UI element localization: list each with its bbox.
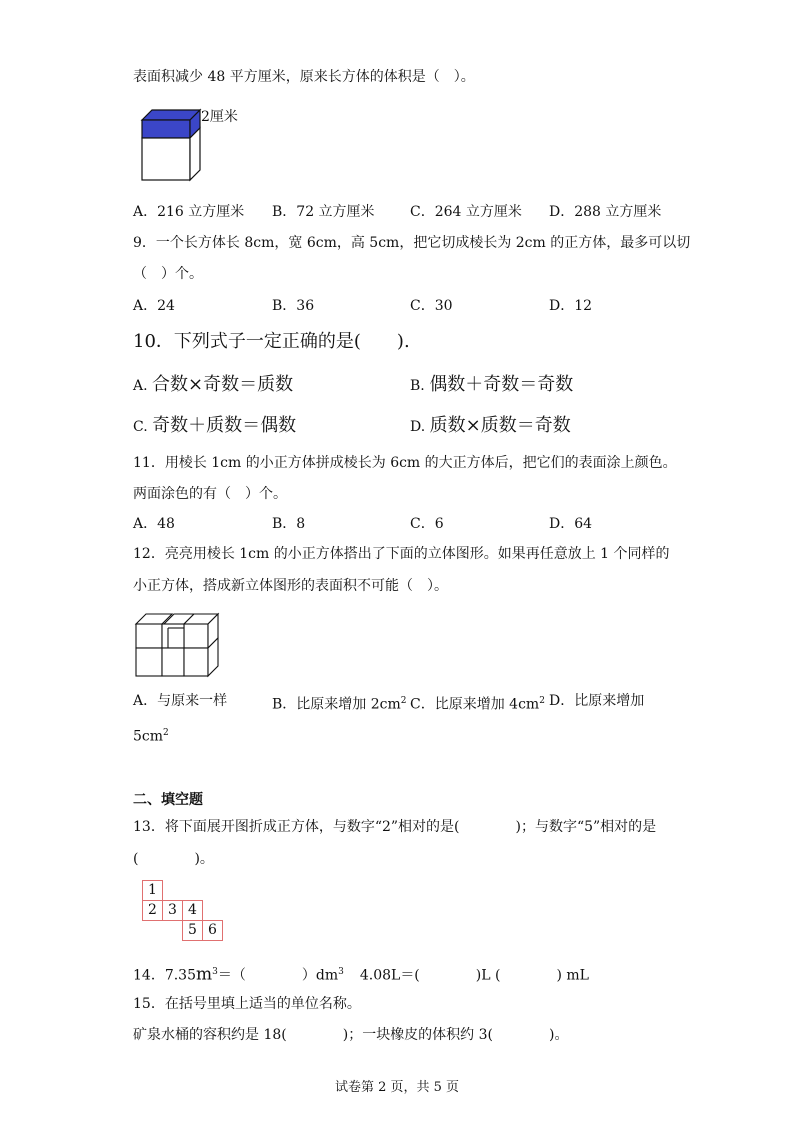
q12-option-b-text: B．比原来增加 2cm <box>272 696 401 713</box>
q8-option-d[interactable]: D．288 立方厘米 <box>549 204 662 220</box>
q14-sup-2: 3 <box>338 967 344 977</box>
q12-stem-line1: 12．亮亮用棱长 1cm 的小正方体搭出了下面的立体图形。如果再任意放上 1 个同样的 <box>133 546 670 562</box>
q11-option-d[interactable]: D．64 <box>549 516 593 532</box>
q10-option-c-text: 奇数＋质数＝偶数 <box>152 415 297 436</box>
net-cell: 4 <box>182 900 203 921</box>
q10-option-d-text: 质数×质数＝奇数 <box>429 415 571 436</box>
q10-stem: 10．下列式子一定正确的是( ). <box>133 331 410 352</box>
section-heading-fill-blank: 二、填空题 <box>133 792 203 808</box>
q10-option-b-letter: B. <box>410 378 425 394</box>
net-cell: 6 <box>202 920 223 941</box>
q10-option-c-letter: C. <box>133 419 148 435</box>
q14-sup-1: 3 <box>212 967 218 977</box>
q11-option-a[interactable]: A．48 <box>133 516 175 532</box>
q10-option-b[interactable] <box>410 374 573 396</box>
q12-option-d-sup: 2 <box>163 728 169 738</box>
q10-option-b-text: 偶数＋奇数＝奇数 <box>429 374 574 395</box>
q8-stem-line: 表面积减少 48 平方厘米，原来长方体的体积是（ ）。 <box>133 69 475 85</box>
q12-option-d-cont-text: 5cm <box>133 728 164 745</box>
q10-option-a-letter: A. <box>133 378 148 394</box>
q12-stem-line2: 小正方体，搭成新立体图形的表面积不可能（ ）。 <box>133 578 448 594</box>
q10-option-d[interactable] <box>410 415 571 437</box>
q12-option-a[interactable]: A．与原来一样 <box>133 693 228 709</box>
q13-stem-line2: ( )。 <box>133 851 214 867</box>
q12-option-b-sup: 2 <box>400 696 407 706</box>
q14-value: 14．7.35 <box>133 967 196 984</box>
q12-option-b[interactable] <box>272 692 407 714</box>
q8-option-a[interactable]: A．216 立方厘米 <box>133 204 245 220</box>
q12-option-c[interactable] <box>410 692 545 714</box>
cube-stack-figure <box>132 608 228 682</box>
q10-option-c[interactable] <box>133 415 296 437</box>
net-cell: 3 <box>162 900 183 921</box>
q15-blanks: 矿泉水桶的容积约是 18( )；一块橡皮的体积约 3( )。 <box>133 1027 569 1043</box>
q9-option-c[interactable]: C．30 <box>410 298 453 314</box>
q8-option-b[interactable]: B．72 立方厘米 <box>272 204 375 220</box>
q12-option-d-cont[interactable] <box>133 724 169 746</box>
q12-option-c-sup: 2 <box>539 696 545 706</box>
q14-blank-1: ＝（ ）dm <box>217 967 339 984</box>
q10-option-a[interactable] <box>133 374 293 396</box>
q9-option-a[interactable]: A．24 <box>133 298 175 314</box>
q10-option-a-text: 合数×奇数＝质数 <box>152 374 294 395</box>
q10-option-d-letter: D. <box>410 419 426 435</box>
net-cell: 5 <box>182 920 203 941</box>
q14-unit-m: m <box>196 964 213 985</box>
cuboid-height-label: 2厘米 <box>201 109 238 125</box>
net-cell: 2 <box>142 900 163 921</box>
q9-option-b[interactable]: B．36 <box>272 298 315 314</box>
q11-option-b[interactable]: B．8 <box>272 516 306 532</box>
q14-blank-2: 4.08L＝( )L ( ) mL <box>359 967 589 984</box>
q14-line <box>133 963 589 985</box>
net-cell: 1 <box>142 880 163 901</box>
q11-stem-line2: 两面涂色的有（ ）个。 <box>133 486 287 502</box>
q9-stem-line1: 9．一个长方体长 8cm，宽 6cm，高 5cm，把它切成棱长为 2cm 的正方体，最多可以切 <box>133 235 691 251</box>
q11-option-c[interactable]: C．6 <box>410 516 444 532</box>
q15-stem: 15．在括号里填上适当的单位名称。 <box>133 996 361 1012</box>
q12-option-d[interactable]: D．比原来增加 <box>549 693 645 709</box>
q9-option-d[interactable]: D．12 <box>549 298 593 314</box>
q11-stem-line1: 11．用棱长 1cm 的小正方体拼成棱长为 6cm 的大正方体后，把它们的表面涂上颜色。 <box>133 455 677 471</box>
q8-option-c[interactable]: C．264 立方厘米 <box>410 204 522 220</box>
q9-stem-line2: （ ）个。 <box>133 266 203 282</box>
page-footer: 试卷第 2 页，共 5 页 <box>334 1080 460 1095</box>
q13-stem-line1: 13．将下面展开图折成正方体，与数字“2”相对的是( )；与数字“5”相对的是 <box>133 819 657 835</box>
q12-option-c-text: C．比原来增加 4cm <box>410 696 540 713</box>
